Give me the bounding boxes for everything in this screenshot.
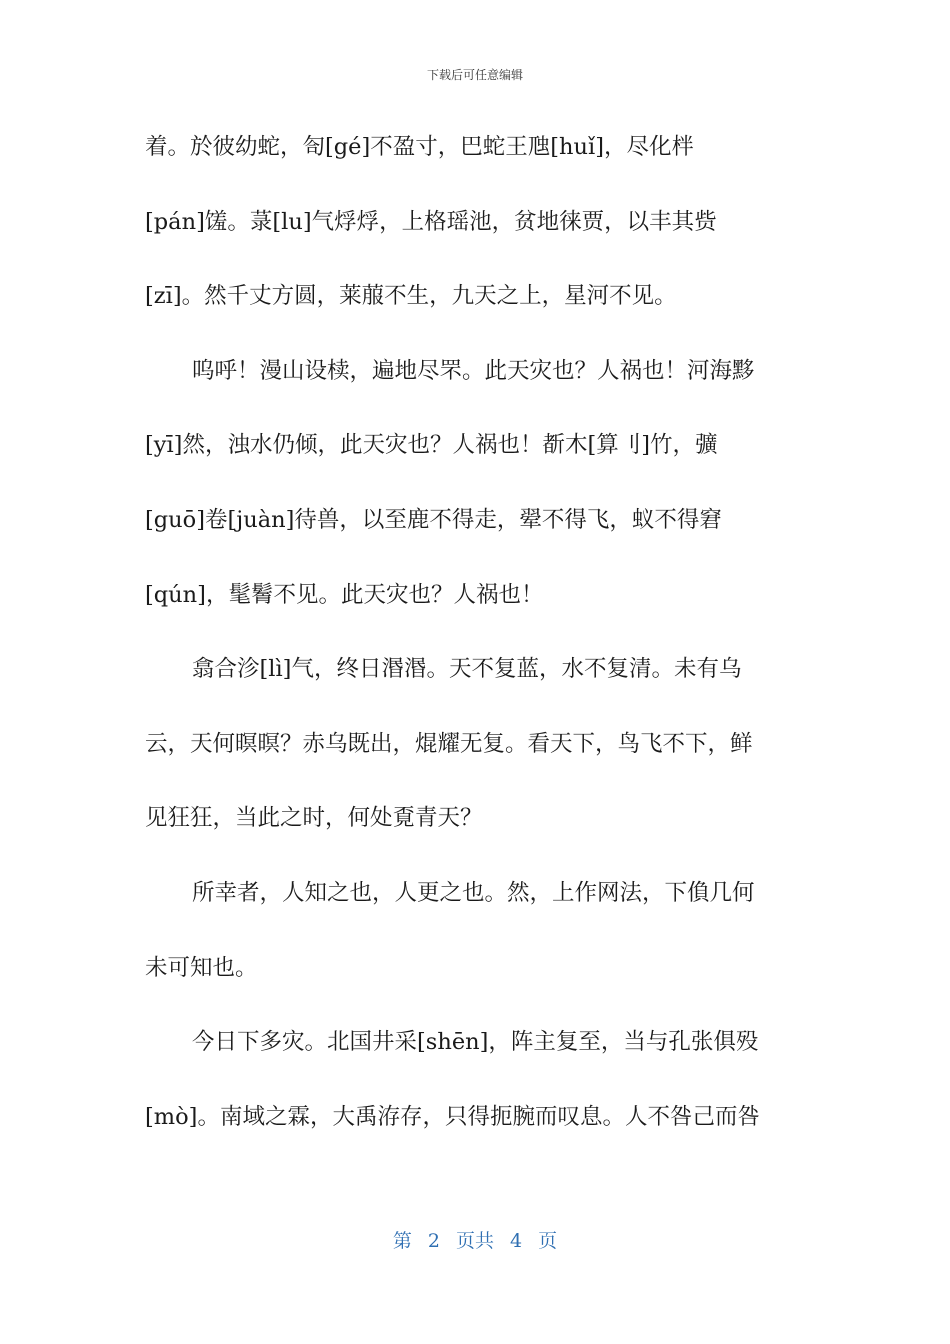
text-line-5: [yī]然，浊水仍倾，此天灾也？人祸也！斱木[算刂]竹，彍 [145, 432, 718, 459]
page-header: 下载后可任意编辑 [426, 68, 523, 82]
text-line-4: 呜呼！漫山设椟，遍地尽罘。此天灾也？人祸也！河海黟 [192, 357, 755, 384]
text-line-12: 未可知也。 [145, 954, 258, 981]
text-line-7: [qún]，髦鬌不见。此天灾也？人祸也！ [145, 581, 544, 608]
text-line-13: 今日下多灾。北国井采[shēn]，阵主复至，当与孔张俱殁 [192, 1029, 759, 1056]
text-line-8: 翕合沴[lì]气，终日湣湣。天不复蓝，水不复清。未有乌 [192, 656, 742, 683]
text-line-2: [pán]馐。菉[lu]气烰烰，上格瑶池，贫地徕贾，以丰其赀 [145, 208, 717, 235]
text-line-9: 云，天何暝暝？赤乌既出，焜耀无复。看天下，鸟飞不下，鲜 [145, 730, 753, 757]
document-body [145, 124, 810, 1168]
text-line-10: 见狂狂，当此之时，何处覔青天？ [145, 805, 483, 832]
text-line-1: 着。於彼幼蛇，匌[gé]不盈寸，巴蛇王虺[huǐ]，尽化柈 [145, 134, 695, 160]
page-number-footer: 第 2 页共 4 页 [392, 1230, 558, 1252]
text-line-3: [zī]。然千丈方圆，莱菔不生，九天之上，星河不见。 [145, 283, 677, 310]
text-line-6: [guō]卷[juàn]待兽，以至鹿不得走，翚不得飞，蚁不得窘 [145, 506, 722, 533]
text-line-14: [mò]。南域之霖，大禹洊存，只得扼腕而叹息。人不咎己而咎 [145, 1103, 760, 1130]
text-line-11: 所幸者，人知之也，人更之也。然，上作网法，下偩几何 [192, 879, 755, 906]
